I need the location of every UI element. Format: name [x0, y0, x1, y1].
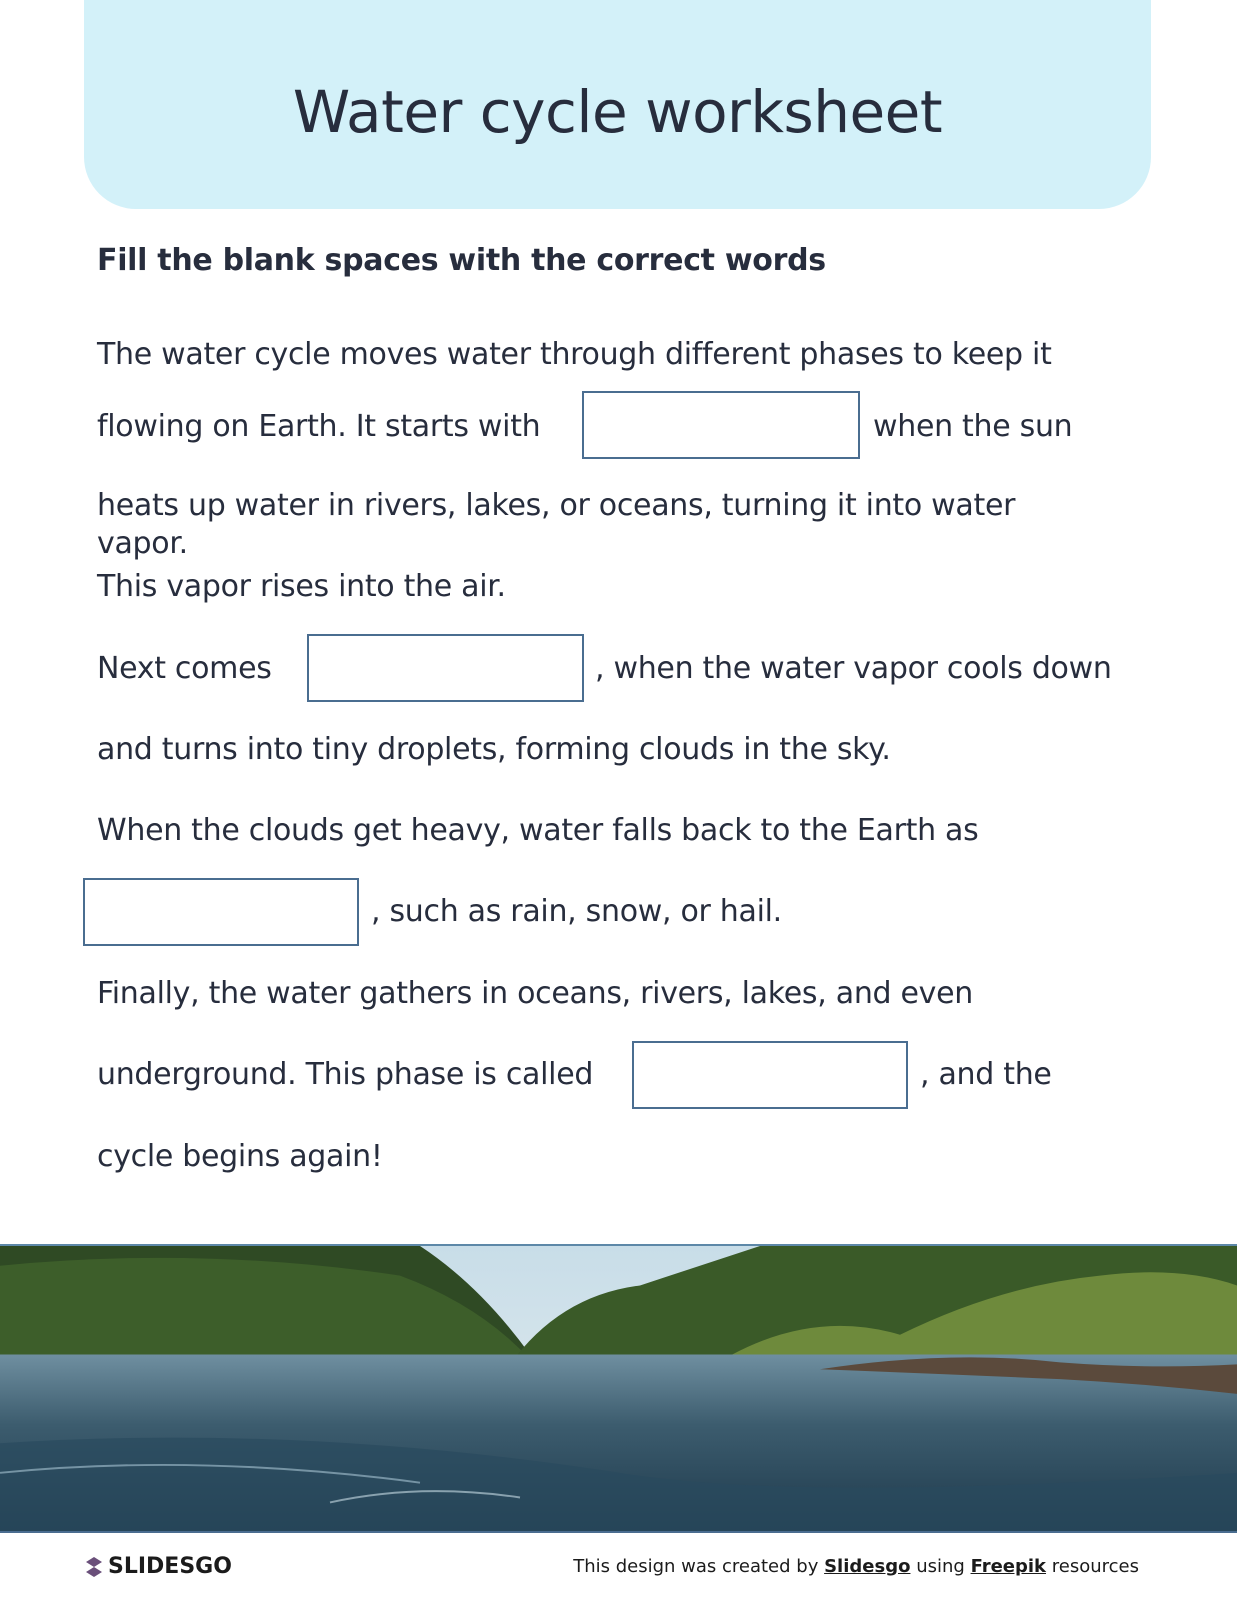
logo-text: SLIDESGO	[108, 1554, 232, 1579]
freepik-link[interactable]: Freepik	[970, 1556, 1047, 1577]
slidesgo-logo	[84, 1554, 232, 1579]
page-title: Water cycle worksheet	[292, 78, 943, 146]
river-landscape-image	[0, 1244, 1237, 1533]
blank-collection-input[interactable]	[632, 1041, 908, 1109]
slidesgo-logo-icon	[84, 1556, 104, 1578]
passage-line: When the clouds get heavy, water falls back to the Earth as	[97, 813, 979, 848]
passage-line: Next comes	[97, 651, 272, 686]
blank-precipitation-input[interactable]	[83, 878, 359, 946]
instructions: Fill the blank spaces with the correct words	[97, 243, 826, 278]
passage-line: The water cycle moves water through different phases to keep it	[97, 337, 1052, 372]
passage-line: vapor.	[97, 526, 188, 561]
credit-pre: This design was created by	[573, 1556, 819, 1577]
passage-line: , and the	[920, 1057, 1052, 1092]
passage-line: and turns into tiny droplets, forming clouds in the sky.	[97, 732, 891, 767]
title-banner	[84, 0, 1151, 209]
credit-text	[573, 1556, 1139, 1577]
passage-line: This vapor rises into the air.	[97, 569, 506, 604]
passage-line: flowing on Earth. It starts with	[97, 409, 541, 444]
credit-post: resources	[1051, 1556, 1139, 1577]
passage-line: , such as rain, snow, or hail.	[371, 894, 782, 929]
blank-condensation-input[interactable]	[307, 634, 584, 702]
passage-line: underground. This phase is called	[97, 1057, 594, 1092]
passage-line: Finally, the water gathers in oceans, rivers, lakes, and even	[97, 976, 973, 1011]
passage-line: when the sun	[873, 409, 1073, 444]
passage-line: cycle begins again!	[97, 1139, 383, 1174]
blank-evaporation-input[interactable]	[582, 391, 860, 459]
credit-mid: using	[916, 1556, 965, 1577]
passage-line: , when the water vapor cools down	[595, 651, 1112, 686]
passage-line: heats up water in rivers, lakes, or oceans, turning it into water	[97, 488, 1016, 523]
slidesgo-link[interactable]: Slidesgo	[824, 1556, 911, 1577]
